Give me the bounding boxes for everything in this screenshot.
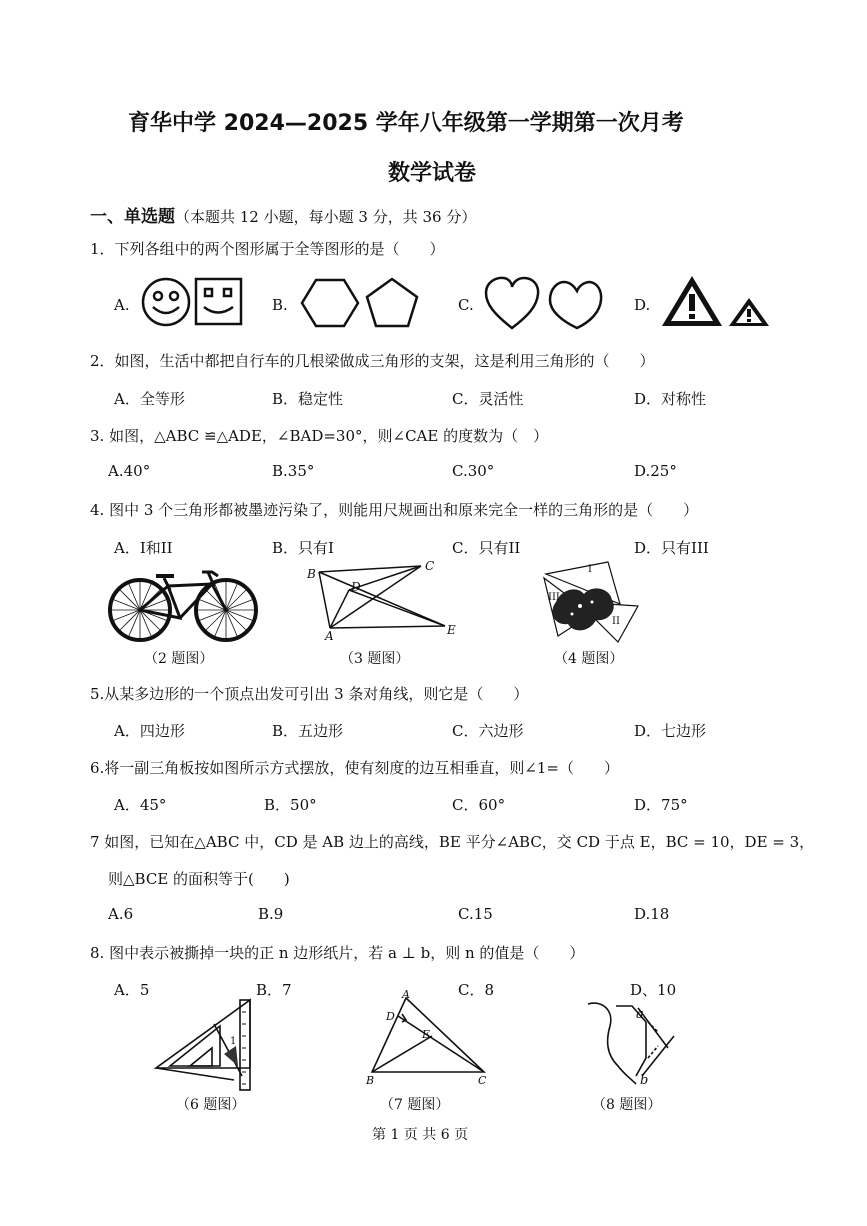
section-heading: [90, 202, 476, 227]
q4-option-c: C．只有II: [452, 539, 521, 557]
q6-figure-caption: （6 题图）: [176, 1097, 246, 1113]
page-footer: 第 1 页 共 6 页: [372, 1127, 469, 1143]
q3-stem: 3. 如图，△ABC ≌△ADE，∠BAD=30°，则∠CAE 的度数为（ ）: [90, 427, 549, 445]
exam-subtitle: 数学试卷: [388, 161, 477, 186]
heart-shape-small: [550, 282, 601, 328]
vertex-label-a: A: [402, 990, 410, 1001]
q8-figure-caption: （8 题图）: [592, 1097, 662, 1113]
q1-figure-a: [140, 276, 244, 328]
section-note: （本题共 12 小题，每小题 3 分，共 36 分）: [175, 208, 477, 226]
q2-option-c: C．灵活性: [452, 390, 524, 408]
hexagon-shape: [302, 280, 358, 326]
q7-triangle-figure: [362, 990, 494, 1088]
section-title: 一、单选题: [90, 207, 175, 227]
q6-option-c: C．60°: [452, 796, 506, 814]
q1-stem: 1．下列各组中的两个图形属于全等图形的是（ ）: [90, 240, 445, 258]
q1-figure-c: [484, 276, 606, 332]
q8-stem: 8. 图中表示被撕掉一块的正 n 边形纸片，若 a ⊥ b，则 n 的值是（ ）: [90, 944, 585, 962]
q7-stem: 7 如图，已知在△ABC 中，CD 是 AB 边上的高线，BE 平分∠ABC，交 CD 于点 E，BC = 10，DE = 3，: [90, 833, 815, 851]
q3-option-b: B.35°: [272, 462, 315, 480]
q6-option-d: D．75°: [634, 796, 688, 814]
point-label-b: B: [307, 567, 316, 581]
q2-option-d: D．对称性: [634, 390, 707, 408]
warning-sign-small: [729, 298, 769, 326]
vertex-label-d: D: [386, 1010, 395, 1023]
bicycle-figure: [108, 566, 258, 642]
q3-option-d: D.25°: [634, 462, 677, 480]
q3-figure-caption: （3 题图）: [340, 651, 410, 667]
q8-option-c: C．8: [458, 981, 495, 999]
q8-option-d: D、10: [630, 981, 677, 999]
q4-stem: 4. 图中 3 个三角形都被墨迹污染了，则能用尺规画出和原来完全一样的三角形的是（ ）: [90, 501, 699, 519]
q2-option-b: B．稳定性: [272, 390, 344, 408]
q5-option-a: A．四边形: [114, 722, 185, 740]
q2-option-a: A．全等形: [114, 390, 185, 408]
triangle-label-ii: II: [612, 616, 620, 627]
q5-option-d: D．七边形: [634, 722, 707, 740]
q7-option-b: B.9: [258, 905, 284, 923]
q7-figure-caption: （7 题图）: [380, 1097, 450, 1113]
point-label-a: A: [325, 629, 334, 642]
q1-option-d: D.: [634, 296, 651, 314]
angle-label-1: 1: [230, 1036, 237, 1047]
warning-sign-large: [662, 276, 722, 326]
point-label-c: C: [425, 559, 435, 573]
triangle-label-i: I: [588, 564, 592, 575]
q6-option-b: B．50°: [264, 796, 317, 814]
q2-stem: 2．如图，生活中都把自行车的几根梁做成三角形的支架，这是利用三角形的（ ）: [90, 352, 655, 370]
q7-option-c: C.15: [458, 905, 493, 923]
heart-shape-large: [486, 278, 538, 328]
point-label-d: D: [351, 580, 361, 594]
q8-torn-polygon-figure: [584, 996, 684, 1088]
q7-option-a: A.6: [108, 905, 134, 923]
point-label-e: E: [447, 623, 456, 637]
q5-option-c: C．六边形: [452, 722, 524, 740]
triangle-label-iii: III: [548, 592, 560, 603]
q3-option-c: C.30°: [452, 462, 495, 480]
q1-option-c: C.: [458, 296, 474, 314]
q2-figure-caption: （2 题图）: [144, 651, 214, 667]
vertex-label-b: B: [366, 1074, 375, 1087]
smiley-face-circle: [143, 279, 189, 325]
q4-option-a: A．I和II: [114, 539, 173, 557]
vertex-label-c: C: [478, 1074, 487, 1087]
line-label-b: b: [640, 1073, 649, 1088]
q4-option-d: D．只有III: [634, 539, 709, 557]
q5-option-b: B．五边形: [272, 722, 344, 740]
q4-ink-triangles-figure: [538, 558, 650, 646]
q5-stem: 5.从某多边形的一个顶点出发可引出 3 条对角线，则它是（ ）: [90, 685, 529, 703]
q4-option-b: B．只有I: [272, 539, 334, 557]
q1-option-b: B.: [272, 296, 288, 314]
pentagon-shape: [367, 279, 417, 326]
q6-option-a: A．45°: [114, 796, 167, 814]
set-squares-figure: [150, 996, 256, 1092]
ink-blot: [552, 588, 613, 630]
q8-option-a: A．5: [114, 981, 150, 999]
q1-figure-b: [300, 276, 420, 330]
q3-option-a: A.40°: [108, 462, 151, 480]
q7-option-d: D.18: [634, 905, 670, 923]
vertex-label-e: E: [422, 1028, 431, 1041]
q7-stem-continued: 则△BCE 的面积等于( ): [108, 870, 290, 888]
line-label-a: a: [636, 1007, 644, 1022]
q1-option-a: A.: [114, 296, 130, 314]
smiley-face-square: [196, 279, 241, 324]
q6-stem: 6.将一副三角板按如图所示方式摆放，使有刻度的边互相垂直，则∠1=（ ）: [90, 759, 619, 777]
exam-title: 育华中学 2024—2025 学年八年级第一学期第一次月考: [128, 111, 684, 136]
q3-geometry-figure: [305, 558, 465, 642]
q4-figure-caption: （4 题图）: [554, 651, 624, 667]
q8-option-b: B．7: [256, 981, 292, 999]
q1-figure-d: [660, 274, 772, 330]
